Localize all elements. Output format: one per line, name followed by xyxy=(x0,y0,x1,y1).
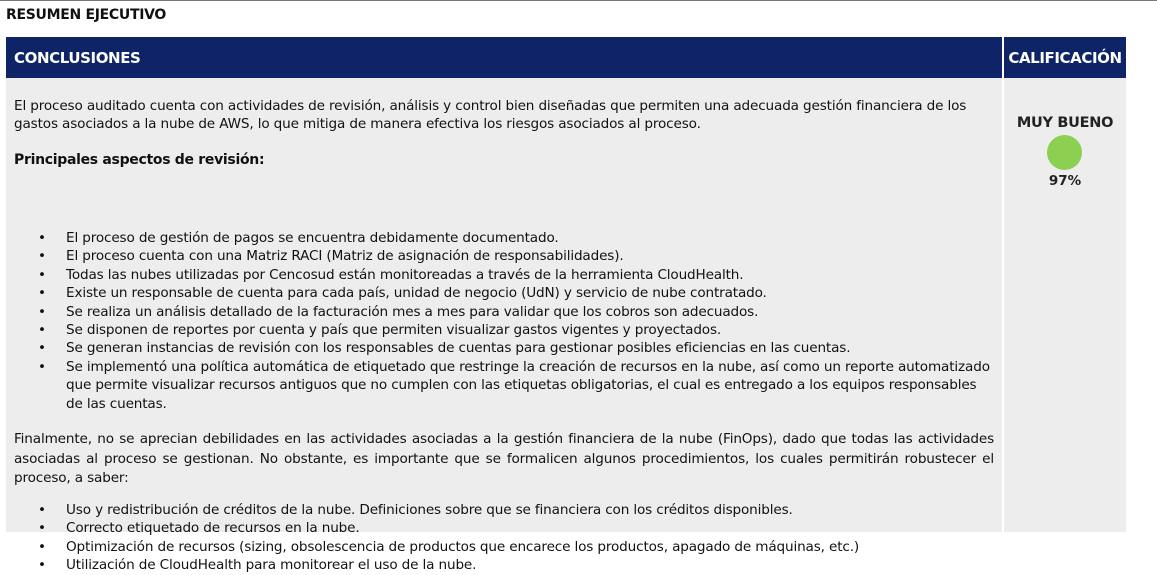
list-item: • Optimización de recursos (sizing, obsolescencia de productos que encarece los productos, apagado de máquinas, etc.) xyxy=(6,538,1002,556)
list-item: • El proceso cuenta con una Matriz RACI (Matriz de asignación de responsabilidades). xyxy=(6,247,1002,265)
section-title: RESUMEN EJECUTIVO xyxy=(6,7,167,23)
list-item: • Utilización de CloudHealth para monitorear el uso de la nube. xyxy=(6,556,1002,574)
rating-header: CALIFICACIÓN xyxy=(1004,37,1126,78)
conclusions-cell xyxy=(6,78,1002,574)
list-item: • Uso y redistribución de créditos de la nube. Definiciones sobre que se financiera con los créditos disponibles. xyxy=(6,501,1002,519)
final-paragraph: Finalmente, no se aprecian debilidades en las actividades asociadas a la gestión financiera de la nube (FinOps), dado que todas las actividades asociadas al proceso se gestionan. No obstante, es importante que se formalicen algunos procedimientos, los cuales permitirán robustecer el proceso, a saber: xyxy=(14,431,994,486)
rating-percent: 97% xyxy=(1048,173,1082,189)
aspects-list xyxy=(6,229,1002,413)
list-item: • Se disponen de reportes por cuenta y país que permiten visualizar gastos vigentes y proyectados. xyxy=(6,321,1002,339)
list-item: • Se realiza un análisis detallado de la facturación mes a mes para validar que los cobros son adecuados. xyxy=(6,303,1002,321)
list-item: • El proceso de gestión de pagos se encuentra debidamente documentado. xyxy=(6,229,1002,247)
executive-summary-table xyxy=(6,37,1126,574)
list-item: • Se implementó una política automática de etiquetado que restringe la creación de recursos en la nube, así como un reporte automatizado que permite visualizar recursos antiguos que no cumplen con las etiquetas obligatorias, el cual es entregado a los equipos responsables de las cuentas. xyxy=(6,358,1002,413)
improvements-list xyxy=(6,501,1002,575)
conclusions-header: CONCLUSIONES xyxy=(6,37,1002,78)
list-item: • Todas las nubes utilizadas por Cencosud están monitoreadas a través de la herramienta CloudHealth. xyxy=(6,266,1002,284)
rating-cell xyxy=(1004,78,1126,532)
list-item: • Correcto etiquetado de recursos en la nube. xyxy=(6,519,1002,537)
intro-paragraph: El proceso auditado cuenta con actividades de revisión, análisis y control bien diseñadas que permiten una adecuada gestión financiera de los gastos asociados a la nube de AWS, lo que mitiga de manera efectiva los riesgos asociados al proceso. xyxy=(14,98,967,132)
top-rule xyxy=(0,0,1157,1)
list-item: • Se generan instancias de revisión con los responsables de cuentas para gestionar posibles eficiencias en las cuentas. xyxy=(6,339,1002,357)
rating-indicator-icon xyxy=(1047,135,1082,170)
aspects-subtitle: Principales aspectos de revisión: xyxy=(14,152,265,168)
rating-label: MUY BUENO xyxy=(1016,115,1114,131)
list-item: • Existe un responsable de cuenta para cada país, unidad de negocio (UdN) y servicio de nube contratado. xyxy=(6,284,1002,302)
